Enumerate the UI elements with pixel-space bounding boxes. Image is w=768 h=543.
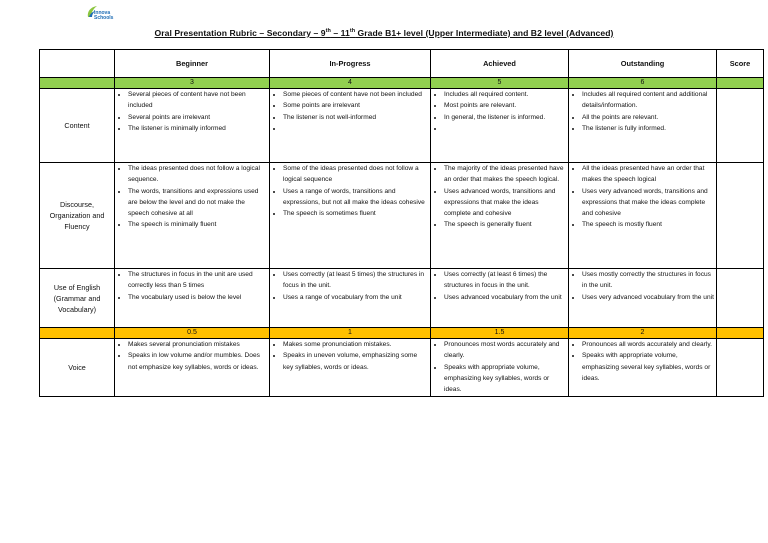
band-score: 0.5	[115, 328, 270, 339]
band-empty	[40, 78, 115, 89]
descriptor-item: • The listener is fully informed.	[582, 123, 714, 134]
score-cell[interactable]	[717, 163, 764, 269]
descriptor-item	[444, 123, 566, 134]
title-sup-1: th	[325, 28, 331, 35]
school-logo	[86, 5, 126, 25]
band-empty	[717, 328, 764, 339]
descriptor-cell	[569, 89, 717, 163]
descriptor-cell	[569, 339, 717, 397]
band-score: 3	[115, 78, 270, 89]
header-blank	[40, 50, 115, 78]
descriptor-item: • The vocabulary used is below the level	[128, 292, 267, 303]
descriptor-item: • Some points are irrelevant	[283, 100, 428, 111]
band-score: 2	[569, 328, 717, 339]
descriptor-item: • Several points are irrelevant	[128, 112, 267, 123]
document-title	[0, 28, 768, 38]
band-score: 1.5	[431, 328, 569, 339]
descriptor-item: • Several pieces of content have not been included	[128, 89, 267, 112]
descriptor-item: • The listener is minimally informed	[128, 123, 267, 134]
descriptor-item: • The words, transitions and expressions used are below the level and do not make the speech cohesive at all	[128, 186, 267, 220]
descriptor-list	[572, 163, 714, 231]
descriptor-list	[434, 89, 566, 134]
title-mid: – 11	[330, 28, 350, 38]
criterion-row-voice	[40, 339, 764, 397]
descriptor-item: • The ideas presented does not follow a logical sequence.	[128, 163, 267, 186]
descriptor-cell	[431, 339, 569, 397]
band-score: 5	[431, 78, 569, 89]
descriptor-cell	[115, 163, 270, 269]
logo-line2: Schools	[94, 15, 114, 21]
descriptor-cell	[270, 89, 431, 163]
descriptor-item: • The speech is generally fluent	[444, 219, 566, 230]
descriptor-item	[283, 123, 428, 134]
descriptor-cell	[431, 89, 569, 163]
descriptor-item: • In general, the listener is informed.	[444, 112, 566, 123]
header-score: Score	[717, 50, 764, 78]
criterion-label: Content	[40, 89, 115, 163]
descriptor-item: • The majority of the ideas presented have an order that makes the speech logical.	[444, 163, 566, 186]
descriptor-item: • Uses very advanced vocabulary from the unit	[582, 292, 714, 303]
descriptor-list	[118, 89, 267, 134]
header-achieved: Achieved	[431, 50, 569, 78]
descriptor-item: • Speaks in uneven volume, emphasizing some key syllables, words or ideas.	[283, 350, 428, 373]
descriptor-item: • All the points are relevant.	[582, 112, 714, 123]
descriptor-item: • Includes all required content and additional details/information.	[582, 89, 714, 112]
score-cell[interactable]	[717, 89, 764, 163]
descriptor-cell	[431, 269, 569, 328]
descriptor-item: • Pronounces all words accurately and clearly.	[582, 339, 714, 350]
descriptor-cell	[270, 269, 431, 328]
descriptor-item: • Some of the ideas presented does not follow a logical sequence	[283, 163, 428, 186]
rubric-table	[39, 49, 764, 397]
descriptor-item: • Uses very advanced words, transitions and expressions that make the ideas complete and cohesive	[582, 186, 714, 220]
descriptor-cell	[569, 269, 717, 328]
descriptor-item: • Pronounces most words accurately and clearly.	[444, 339, 566, 362]
descriptor-list	[118, 269, 267, 303]
descriptor-list	[572, 89, 714, 134]
descriptor-item: • The speech is minimally fluent	[128, 219, 267, 230]
descriptor-cell	[115, 269, 270, 328]
descriptor-cell	[431, 163, 569, 269]
descriptor-item: • All the ideas presented have an order that makes the speech logical	[582, 163, 714, 186]
criterion-row-english	[40, 269, 764, 328]
descriptor-item: • The speech is mostly fluent	[582, 219, 714, 230]
descriptor-list	[572, 339, 714, 384]
descriptor-item: • Uses mostly correctly the structures in focus in the unit.	[582, 269, 714, 292]
header-row	[40, 50, 764, 78]
criterion-row-discourse	[40, 163, 764, 269]
criterion-row-content	[40, 89, 764, 163]
descriptor-item: • Makes some pronunciation mistakes.	[283, 339, 428, 350]
band-score: 6	[569, 78, 717, 89]
band-empty	[40, 328, 115, 339]
descriptor-item: • Speaks with appropriate volume, emphasizing several key syllables, words or ideas.	[582, 350, 714, 384]
header-in-progress: In-Progress	[270, 50, 431, 78]
descriptor-item: • The structures in focus in the unit are used correctly less than 5 times	[128, 269, 267, 292]
descriptor-list	[572, 269, 714, 303]
descriptor-cell	[270, 163, 431, 269]
descriptor-list	[273, 163, 428, 219]
score-cell[interactable]	[717, 269, 764, 328]
header-outstanding: Outstanding	[569, 50, 717, 78]
descriptor-cell	[569, 163, 717, 269]
criterion-label: Use of English (Grammar and Vocabulary)	[40, 269, 115, 328]
descriptor-item: • Makes several pronunciation mistakes	[128, 339, 267, 350]
score-cell[interactable]	[717, 339, 764, 397]
descriptor-item: • Some pieces of content have not been included	[283, 89, 428, 100]
title-prefix: Oral Presentation Rubric – Secondary – 9	[154, 28, 326, 38]
descriptor-list	[273, 269, 428, 303]
descriptor-item: • The listener is not well-informed	[283, 112, 428, 123]
score-band-orange	[40, 328, 764, 339]
descriptor-cell	[115, 89, 270, 163]
descriptor-list	[273, 89, 428, 134]
band-empty	[717, 78, 764, 89]
descriptor-cell	[115, 339, 270, 397]
logo-text	[94, 11, 113, 21]
logo-line1: Innova	[94, 10, 111, 16]
descriptor-item: • Most points are relevant.	[444, 100, 566, 111]
descriptor-item: • Uses correctly (at least 6 times) the structures in focus in the unit.	[444, 269, 566, 292]
descriptor-item: • Speaks in low volume and/or mumbles. Does not emphasize key syllables, words or ideas.	[128, 350, 267, 373]
descriptor-item: • The speech is sometimes fluent	[283, 208, 428, 219]
descriptor-item: • Uses advanced words, transitions and expressions that make the ideas complete and cohesive	[444, 186, 566, 220]
score-band-green	[40, 78, 764, 89]
band-score: 4	[270, 78, 431, 89]
descriptor-cell	[270, 339, 431, 397]
criterion-label: Discourse, Organization and Fluency	[40, 163, 115, 269]
band-score: 1	[270, 328, 431, 339]
descriptor-item: • Includes all required content.	[444, 89, 566, 100]
descriptor-list	[434, 339, 566, 395]
title-suffix: Grade B1+ level (Upper Intermediate) and B2 level (Advanced)	[355, 28, 614, 38]
descriptor-list	[273, 339, 428, 373]
descriptor-list	[434, 269, 566, 303]
descriptor-item: • Uses advanced vocabulary from the unit	[444, 292, 566, 303]
descriptor-item: • Speaks with appropriate volume, emphasizing key syllables, words or ideas.	[444, 362, 566, 396]
descriptor-item: • Uses a range of words, transitions and expressions, but not all make the ideas cohesive	[283, 186, 428, 209]
descriptor-item: • Uses a range of vocabulary from the unit	[283, 292, 428, 303]
title-sup-2: th	[349, 28, 356, 35]
descriptor-list	[118, 339, 267, 373]
criterion-label: Voice	[40, 339, 115, 397]
descriptor-item: • Uses correctly (at least 5 times) the structures in focus in the unit.	[283, 269, 428, 292]
descriptor-list	[434, 163, 566, 231]
descriptor-list	[118, 163, 267, 231]
header-beginner: Beginner	[115, 50, 270, 78]
